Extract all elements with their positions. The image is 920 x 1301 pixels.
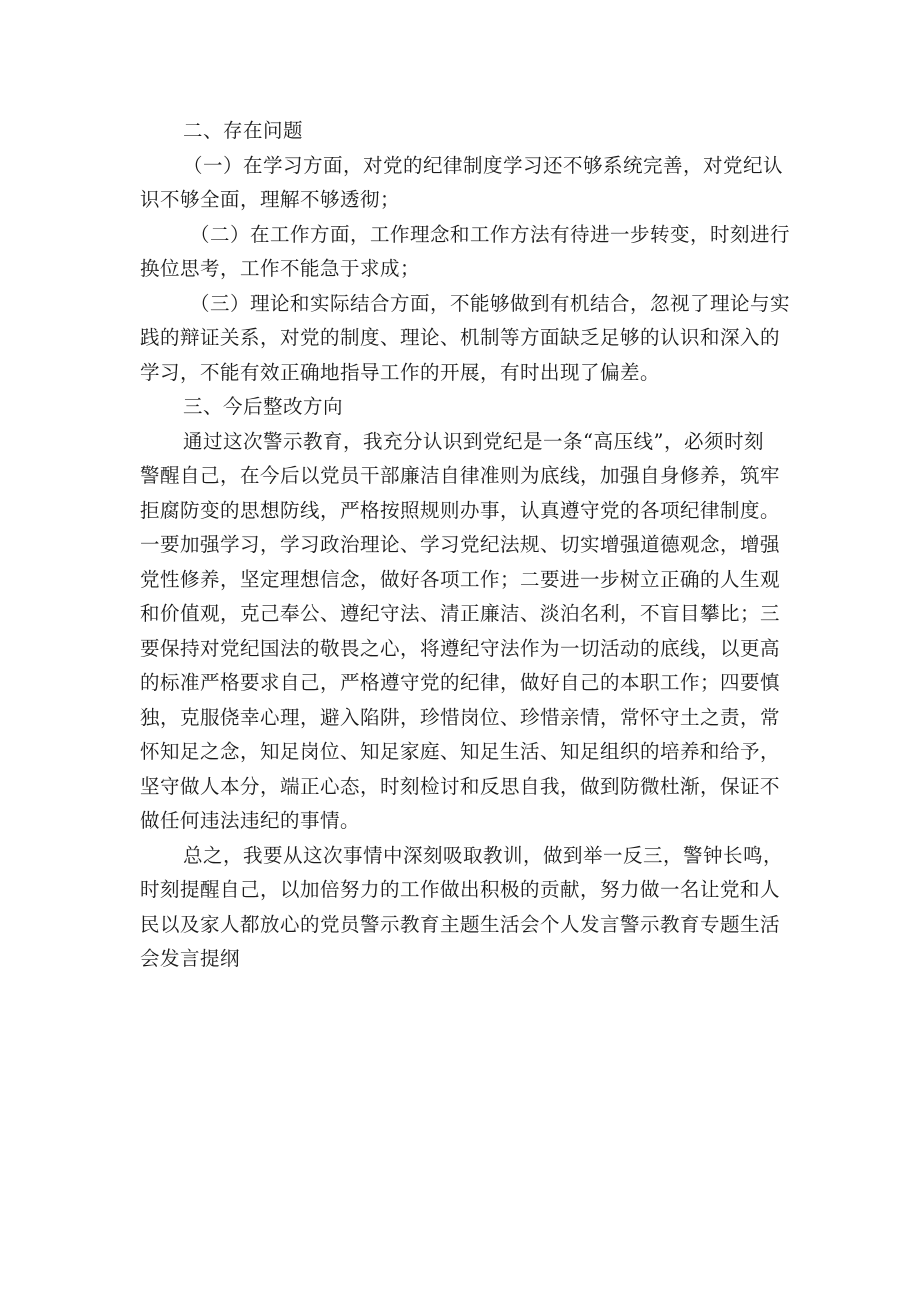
- paragraph-line: 独，克服侥幸心理，避入陷阱，珍惜岗位、珍惜亲情，常怀守土之责，常: [140, 705, 781, 729]
- paragraph-line: 会发言提纲: [140, 947, 241, 970]
- paragraph-line: （二）在工作方面，工作理念和工作方法有待进一步转变，时刻进行: [190, 222, 791, 246]
- paragraph-line: （一）在学习方面，对党的纪律制度学习还不够系统完善，对党纪认: [183, 153, 784, 177]
- paragraph-line: 一要加强学习，学习政治理论、学习党纪法规、切实增强道德观念，增强: [140, 533, 781, 556]
- paragraph-line: 时刻提醒自己，以加倍努力的工作做出积极的贡献，努力做一名让党和人: [140, 878, 781, 901]
- paragraph-line: 践的辩证关系，对党的制度、理论、机制等方面缺乏足够的认识和深入的: [140, 326, 781, 349]
- paragraph-line: 坚守做人本分，端正心态，时刻检讨和反思自我，做到防微杜渐，保证不: [140, 774, 781, 798]
- paragraph-line: 识不够全面，理解不够透彻；: [140, 188, 401, 211]
- paragraph-line: 的标准严格要求自己，严格遵守党的纪律，做好自己的本职工作；四要慎: [140, 671, 781, 694]
- paragraph-line: 要保持对党纪国法的敬畏之心，将遵纪守法作为一切活动的底线，以更高: [140, 636, 781, 660]
- paragraph-line: 民以及家人都放心的党员警示教育主题生活会个人发言警示教育专题生活: [140, 912, 781, 936]
- section-heading-problems: 二、存在问题: [183, 119, 304, 142]
- paragraph-line: 换位思考，工作不能急于求成；: [140, 257, 421, 280]
- paragraph-line: 怀知足之念，知足岗位、知足家庭、知足生活、知足组织的培养和给予，: [140, 740, 781, 763]
- paragraph-line: 做任何违法违纪的事情。: [140, 809, 361, 832]
- paragraph-line: 通过这次警示教育，我充分认识到党纪是一条“高压线”，必须时刻: [183, 429, 764, 453]
- paragraph-line: 总之，我要从这次事情中深刻吸取教训，做到举一反三，警钟长鸣，: [183, 843, 784, 867]
- document-body: [140, 114, 791, 977]
- paragraph-line: 警醒自己，在今后以党员干部廉洁自律准则为底线，加强自身修养，筑牢: [140, 464, 781, 487]
- paragraph-line: （三）理论和实际结合方面，不能够做到有机结合，忽视了理论与实: [190, 291, 791, 315]
- section-heading-rectification: 三、今后整改方向: [183, 395, 344, 418]
- paragraph-line: 学习，不能有效正确地指导工作的开展，有时出现了偏差。: [140, 360, 661, 384]
- paragraph-line: 拒腐防变的思想防线，严格按照规则办事，认真遵守党的各项纪律制度。: [140, 498, 781, 522]
- paragraph-line: 和价值观，克己奉公、遵纪守法、清正廉洁、淡泊名利，不盲目攀比；三: [140, 602, 781, 625]
- paragraph-line: 党性修养，坚定理想信念，做好各项工作；二要进一步树立正确的人生观: [140, 567, 781, 591]
